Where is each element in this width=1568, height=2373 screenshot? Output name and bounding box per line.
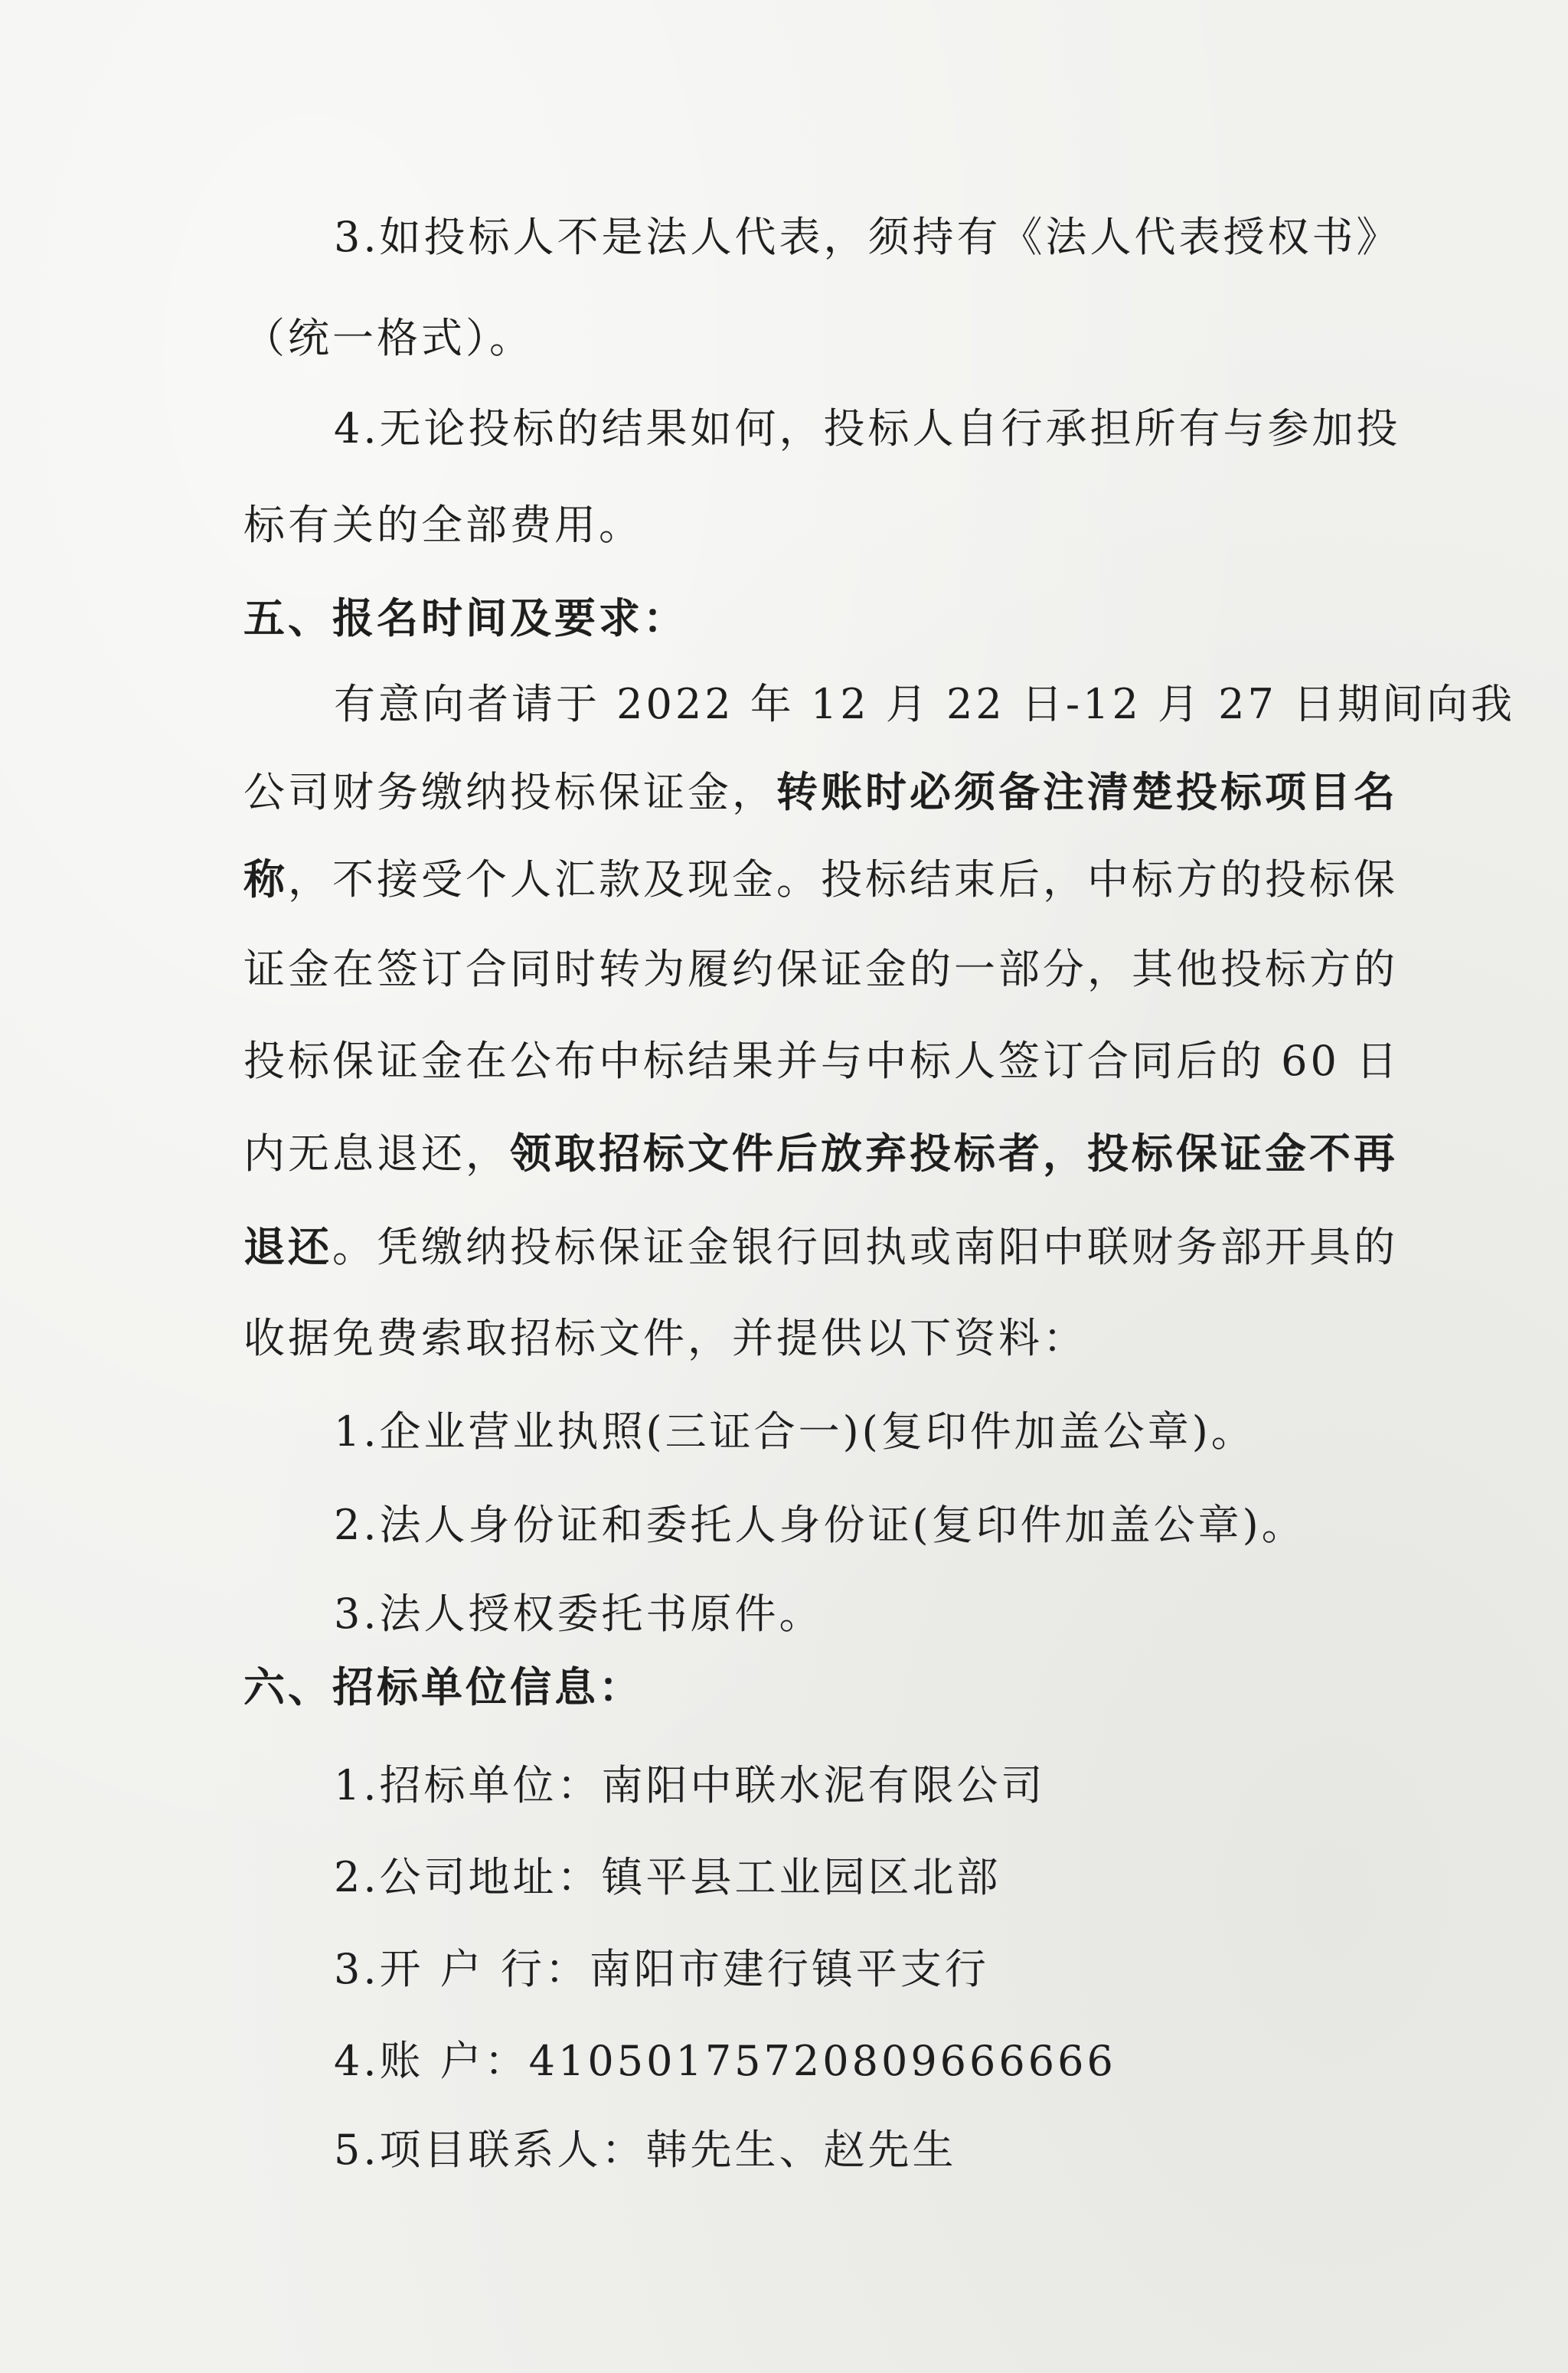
paragraph-registration-line-3: 称，不接受个人汇款及现金。投标结束后，中标方的投标保 — [243, 855, 1398, 904]
paragraph-registration-line-4: 证金在签订合同时转为履约保证金的一部分，其他投标方的 — [243, 945, 1398, 993]
item-4-costs: 4.无论投标的结果如何，投标人自行承担所有与参加投 — [334, 404, 1401, 453]
info-bank: 3.开 户 行：南阳市建行镇平支行 — [334, 1945, 989, 1993]
paragraph-registration-line-1: 有意向者请于 2022 年 12 月 22 日-12 月 27 日期间向我 — [334, 680, 1516, 728]
bold-emphasis: 领取招标文件后放弃投标者，投标保证金不再 — [510, 1129, 1398, 1178]
material-item-1: 1.企业营业执照(三证合一)(复印件加盖公章)。 — [334, 1407, 1256, 1456]
material-item-3: 3.法人授权委托书原件。 — [334, 1590, 824, 1638]
paragraph-registration-line-7: 退还。凭缴纳投标保证金银行回执或南阳中联财务部开具的 — [243, 1222, 1398, 1271]
info-account-number: 4.账 户：41050175720809666666 — [334, 2037, 1116, 2085]
item-3-continued: （统一格式）。 — [243, 314, 534, 362]
item-3-authorization: 3.如投标人不是法人代表，须持有《法人代表授权书》 — [334, 213, 1401, 261]
item-4-continued: 标有关的全部费用。 — [243, 501, 643, 549]
bold-emphasis: 称 — [243, 855, 288, 904]
info-project-contact: 5.项目联系人：韩先生、赵先生 — [334, 2126, 957, 2174]
material-item-2: 2.法人身份证和委托人身份证(复印件加盖公章)。 — [334, 1501, 1306, 1549]
section-6-heading: 六、招标单位信息： — [243, 1663, 643, 1711]
paragraph-registration-line-6: 内无息退还，领取招标文件后放弃投标者，投标保证金不再 — [243, 1129, 1398, 1178]
section-5-heading: 五、报名时间及要求： — [243, 594, 688, 642]
paragraph-registration-line-2: 公司财务缴纳投标保证金，转账时必须备注清楚投标项目名 — [243, 767, 1398, 816]
paragraph-registration-line-8: 收据免费索取招标文件，并提供以下资料： — [243, 1314, 1087, 1362]
info-company-address: 2.公司地址：镇平县工业园区北部 — [334, 1853, 1001, 1901]
bold-emphasis: 转账时必须备注清楚投标项目名 — [776, 767, 1398, 816]
paragraph-registration-line-5: 投标保证金在公布中标结果并与中标人签订合同后的 60 日 — [243, 1037, 1401, 1085]
info-tendering-unit: 1.招标单位：南阳中联水泥有限公司 — [334, 1761, 1046, 1809]
bold-emphasis: 退还 — [243, 1222, 332, 1271]
